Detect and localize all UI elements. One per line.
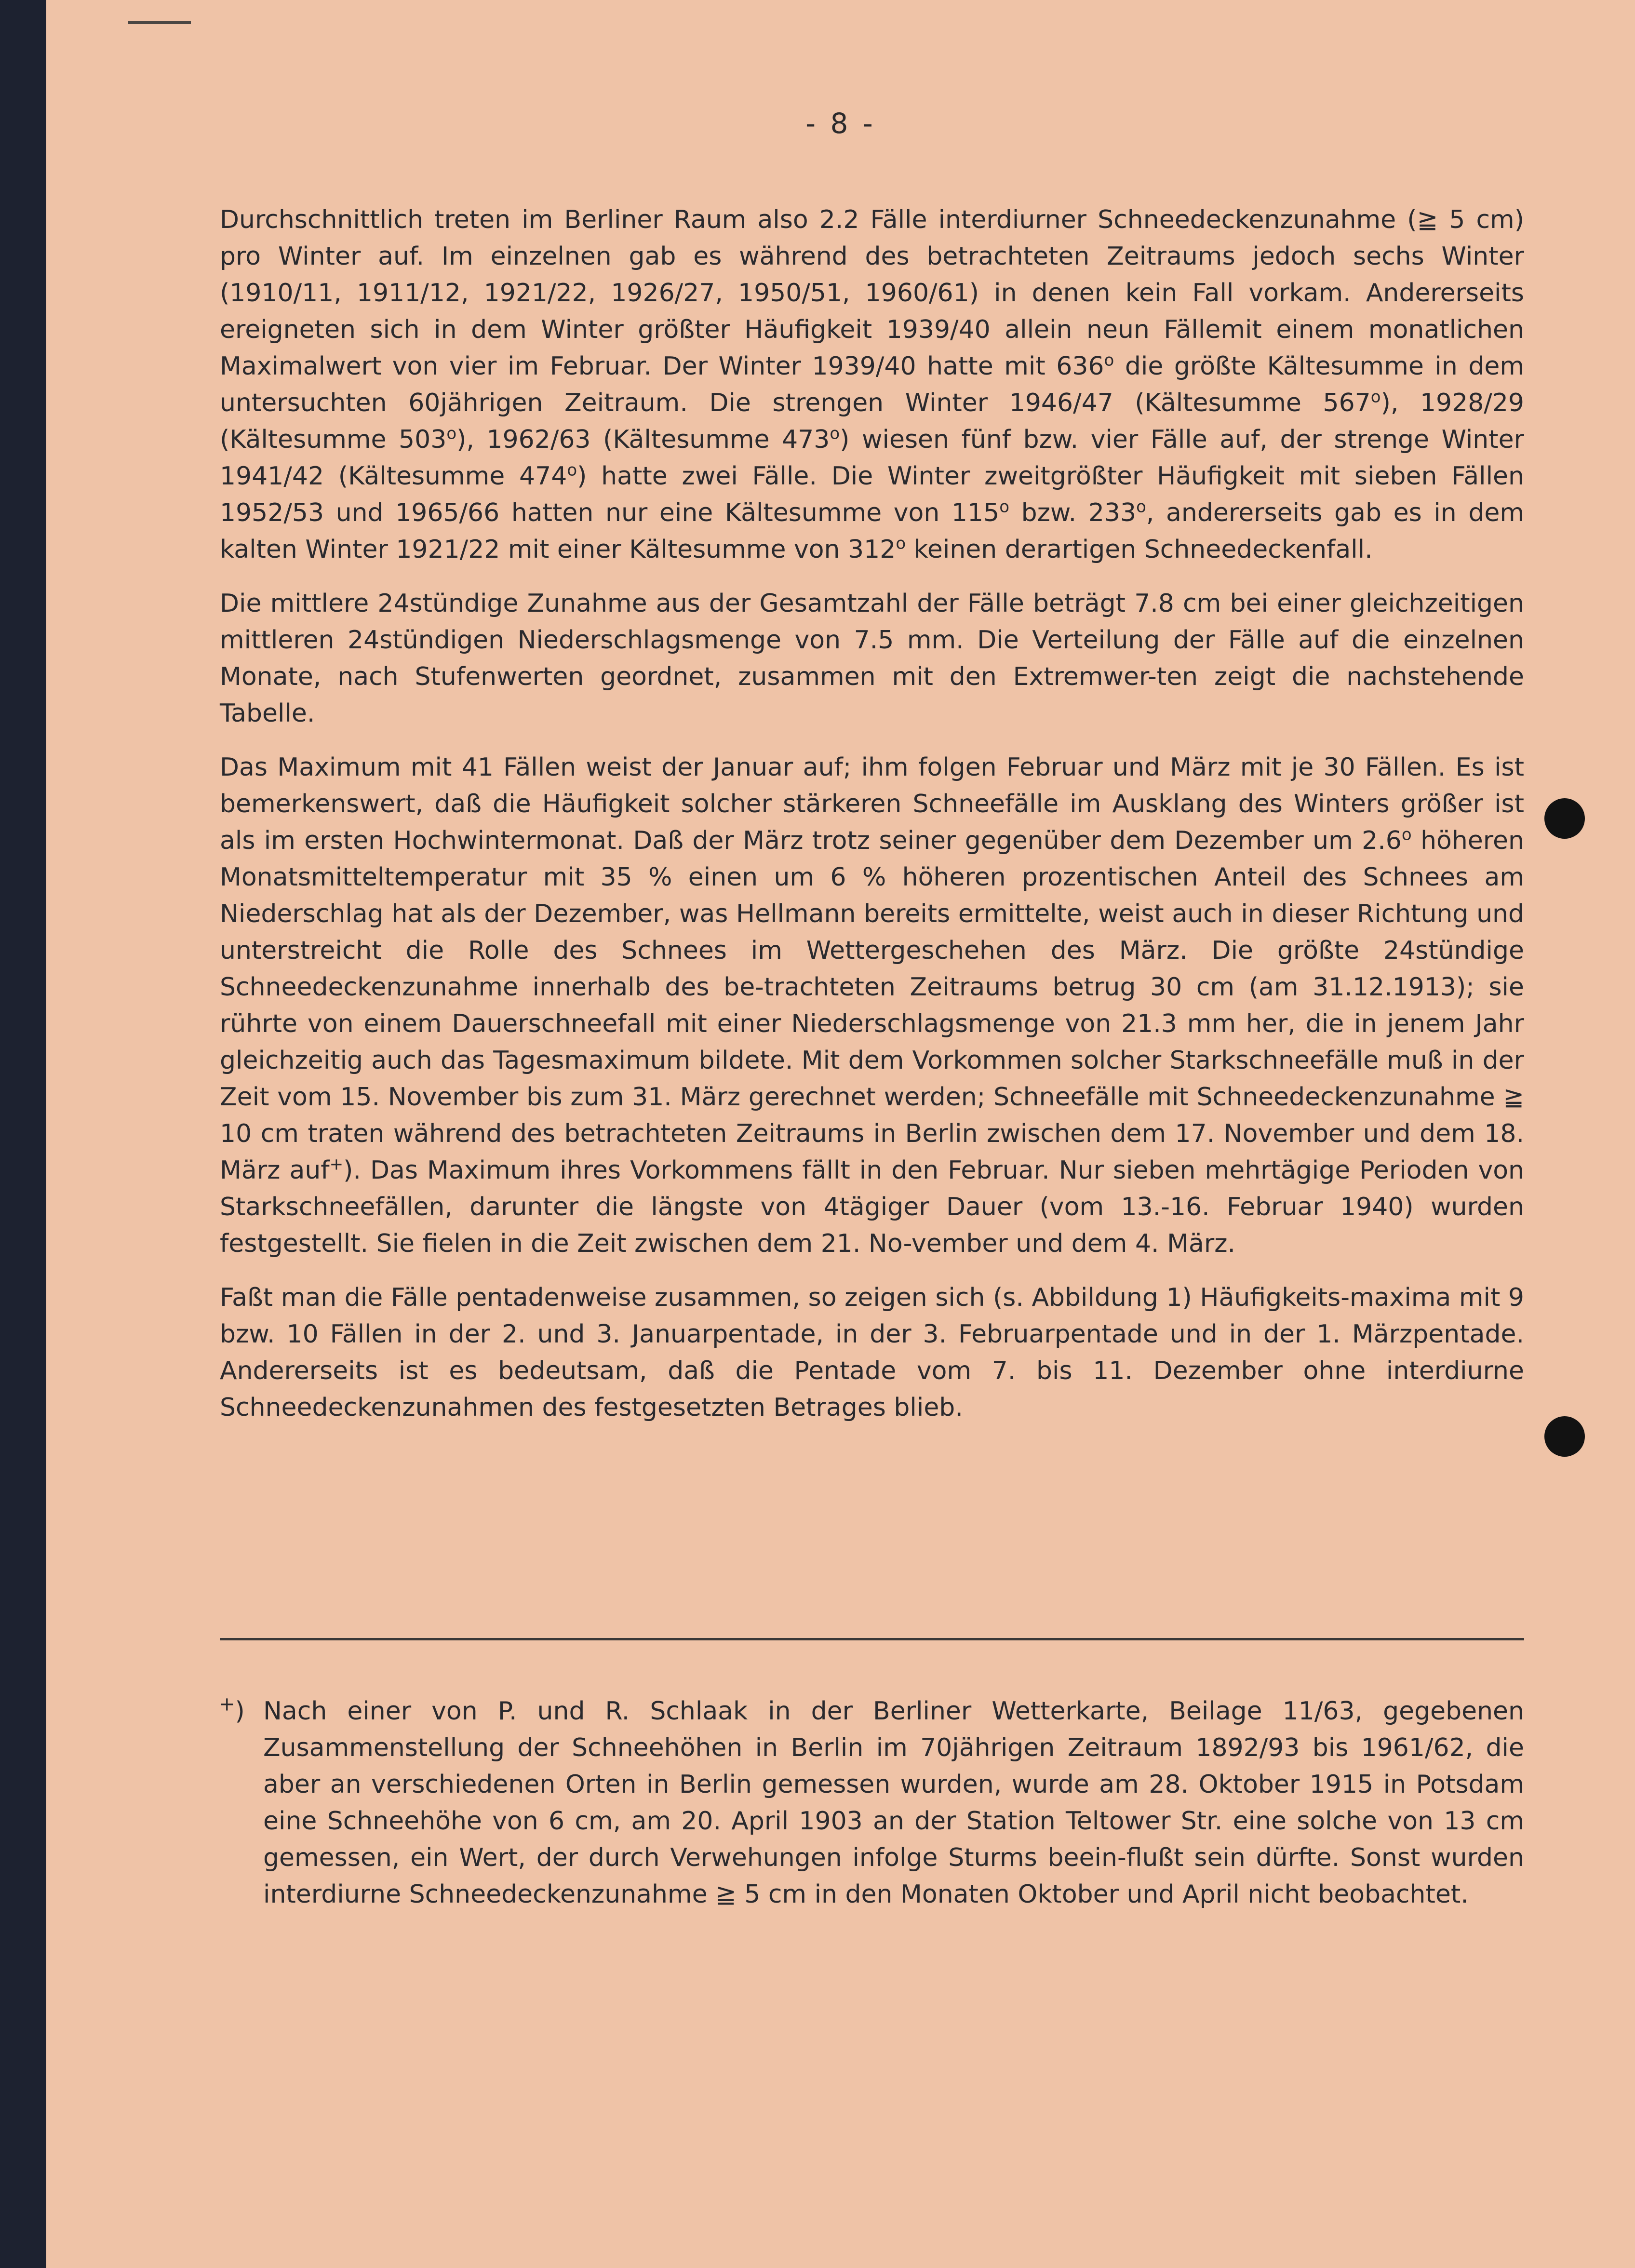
footnote: [219, 1693, 1524, 1913]
paragraph-1-text-a: Durchschnittlich treten im Berliner Raum also 2.2 Fälle interdiurner Schneedeckenzunahme (≧ 5 cm) pro Winter auf. Im einzelnen gab es während des betrachteten Zeitraums jedoch sechs Winter (1910/11, 1911/12, 1921/22, 1926/27, 1950/51, 1960/61) in denen kein Fall vorkam. Andererseits ereigneten sich in dem Winter größter Häufigkeit 1939/40 allein neun Fällemit einem monatlichen Maximalwert von vier im Februar. Der Winter 1939/40 hatte mit 636: [220, 205, 1524, 381]
degree-sign: o: [1401, 825, 1412, 845]
degree-sign: o: [999, 497, 1009, 517]
paragraph-1-text-g: bzw. 233: [1009, 498, 1137, 527]
paragraph-1-text-h: , andererseits gab es in dem kalten Winter 1921/22 mit einer Kältesumme von 312: [220, 498, 1524, 564]
degree-sign: o: [567, 460, 577, 480]
degree-sign: o: [830, 424, 840, 443]
paragraph-1-text-b: die größte Kältesumme in dem untersuchten 60jährigen Zeitraum. Die strengen Winter 1946/47 (Kältesumme 567: [220, 352, 1524, 417]
paragraph-4: Faßt man die Fälle pentadenweise zusammen, so zeigen sich (s. Abbildung 1) Häufigkeits-maxima mit 9 bzw. 10 Fällen in der 2. und 3. Januarpentade, in der 3. Februarpentade und in der 1. Märzpentade. Andererseits ist es bedeutsam, daß die Pentade vom 7. bis 11. Dezember ohne interdiurne Schneedeckenzunahmen des festgesetzten Betrages blieb.: [220, 1283, 1524, 1422]
degree-sign: o: [1370, 387, 1381, 407]
page-number: - 8 -: [805, 107, 876, 140]
punch-hole-lower: [1544, 1416, 1585, 1457]
paragraph-1-text-f: ) hatte zwei Fälle. Die Winter zweitgrößter Häufigkeit mit sieben Fällen 1952/53 und 1965/66 hatten nur eine Kältesumme von 115: [220, 462, 1524, 527]
punch-hole-upper: [1544, 798, 1585, 839]
degree-sign: o: [1136, 497, 1146, 517]
degree-sign: o: [1104, 350, 1114, 370]
footnote-reference: +: [329, 1154, 344, 1174]
paragraph-1-text-c: ), 1928/29 (Kältesumme 503: [220, 389, 1524, 454]
paragraph-2: Die mittlere 24stündige Zunahme aus der Gesamtzahl der Fälle beträgt 7.8 cm bei einer gleichzeitigen mittleren 24stündigen Niederschlagsmenge von 7.5 mm. Die Verteilung der Fälle auf die einzelnen Monate, nach Stufenwerten geordnet, zusammen mit den Extremwer-ten zeigt die nachstehende Tabelle.: [220, 589, 1524, 728]
paragraph-3-text-c: ). Das Maximum ihres Vorkommens fällt in den Februar. Nur sieben mehrtägige Perioden von Starkschneefällen, darunter die längste von 4tägiger Dauer (vom 13.-16. Februar 1940) wurden festgestellt. Sie fielen in die Zeit zwischen dem 21. No-vember und dem 4. März.: [220, 1156, 1525, 1258]
paragraph-3-text-b: höheren Monatsmitteltemperatur mit 35 % einen um 6 % höheren prozentischen Anteil des Schnees am Niederschlag hat als der Dezember, was Hellmann bereits ermittelte, weist auch in dieser Richtung und unterstreicht die Rolle des Schnees im Wettergeschehen des März. Die größte 24stündige Schneedeckenzunahme innerhalb des be-trachteten Zeitraums betrug 30 cm (am 31.12.1913); sie rührte von einem Dauerschneefall mit einer Niederschlagsmenge von 21.3 mm her, die in jenem Jahr gleichzeitig auch das Tagesmaximum bildete. Mit dem Vorkommen solcher Starkschneefälle muß in der Zeit vom 15. November bis zum 31. März gerechnet werden; Schneefälle mit Schneedeckenzunahme ≧ 10 cm traten während des betrachteten Zeitraums in Berlin zwischen dem 17. November und dem 18. März auf: [220, 826, 1524, 1185]
paragraph-1-text-i: keinen derartigen Schneedeckenfall.: [906, 535, 1373, 564]
footnote-divider: [220, 1638, 1524, 1640]
degree-sign: o: [446, 424, 457, 443]
paragraph-3-text-a: Das Maximum mit 41 Fällen weist der Januar auf; ihm folgen Februar und März mit je 30 Fällen. Es ist bemerkenswert, daß die Häufigkeit solcher stärkeren Schneefälle im Ausklang des Winters größer ist als im ersten Hochwintermonat. Daß der März trotz seiner gegenüber dem Dezember um 2.6: [220, 753, 1524, 855]
degree-sign: o: [896, 534, 906, 553]
paragraph-1-text-e: ) wiesen fünf bzw. vier Fälle auf, der strenge Winter 1941/42 (Kältesumme 474: [220, 425, 1525, 491]
document-page: [46, 0, 1635, 2268]
footnote-text: Nach einer von P. und R. Schlaak in der Berliner Wetterkarte, Beilage 11/63, gegebenen Zusammenstellung der Schneehöhen in Berlin im 70jährigen Zeitraum 1892/93 bis 1961/62, die aber an verschiedenen Orten in Berlin gemessen wurden, wurde am 28. Oktober 1915 in Potsdam eine Schneehöhe von 6 cm, am 20. April 1903 an der Station Teltower Str. eine solche von 13 cm gemessen, ein Wert, der durch Verwehungen infolge Sturms beein-flußt sein dürfte. Sonst wurden interdiurne Schneedeckenzunahme ≧ 5 cm in den Monaten Oktober und April nicht beobachtet.: [263, 1697, 1524, 1909]
footnote-marker: [219, 1693, 245, 1730]
corner-mark: [128, 21, 191, 24]
paragraph-3: [220, 749, 1524, 1262]
paragraph-1: [220, 201, 1524, 568]
footnote-marker-plus: +: [219, 1693, 235, 1716]
paragraph-1-text-d: ), 1962/63 (Kältesumme 473: [456, 425, 830, 454]
footnote-marker-paren: ): [235, 1697, 245, 1726]
body-text: [220, 201, 1524, 1443]
